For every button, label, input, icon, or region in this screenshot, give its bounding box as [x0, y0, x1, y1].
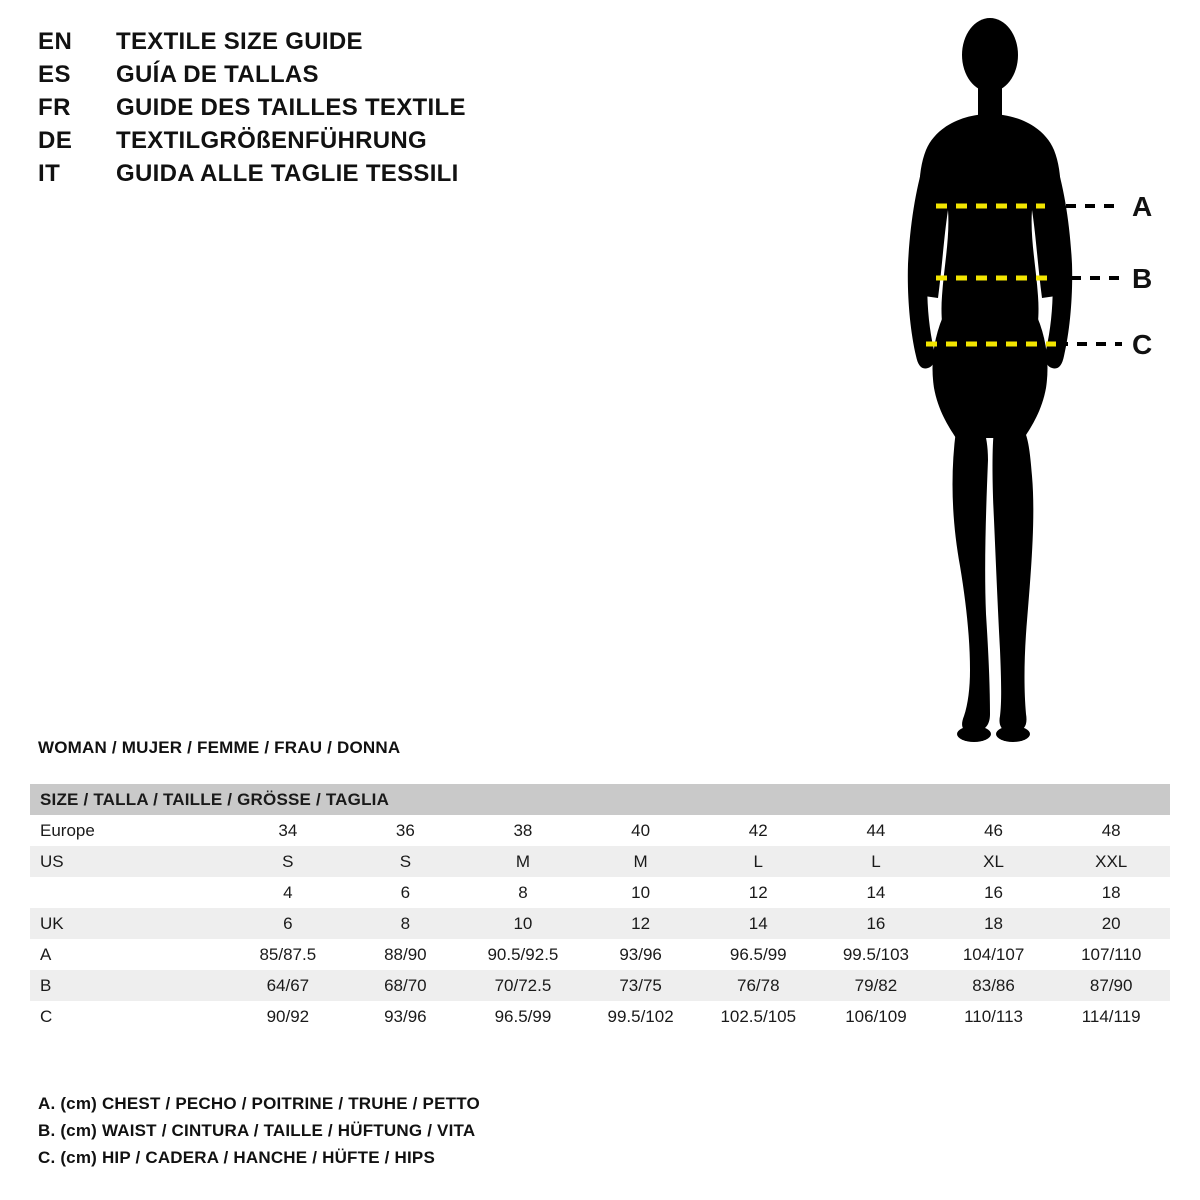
- marker-label-b: B: [1132, 263, 1153, 294]
- cell-us-4: L: [699, 846, 817, 877]
- table-header-label: SIZE / TALLA / TAILLE / GRÖSSE / TAGLIA: [30, 784, 1170, 815]
- cell-c-4: 102.5/105: [699, 1001, 817, 1032]
- cell-us-2: M: [464, 846, 582, 877]
- cell-c-0: 90/92: [229, 1001, 347, 1032]
- cell-b-6: 83/86: [935, 970, 1053, 1001]
- table-row: [30, 939, 1170, 970]
- table-row: [30, 1001, 1170, 1032]
- footnote-chest: A. (cm) CHEST / PECHO / POITRINE / TRUHE / PETTO: [38, 1094, 480, 1113]
- cell-uk-6: 18: [935, 908, 1053, 939]
- title-lang-de: DE: [38, 127, 73, 154]
- cell-uk-2: 10: [464, 908, 582, 939]
- table-row: [30, 815, 1170, 846]
- cell-usnum-7: 18: [1052, 877, 1170, 908]
- cell-usnum-0: 4: [229, 877, 347, 908]
- row-label-a: A: [30, 939, 229, 970]
- cell-us-5: L: [817, 846, 935, 877]
- cell-c-3: 99.5/102: [582, 1001, 700, 1032]
- cell-a-3: 93/96: [582, 939, 700, 970]
- cell-a-6: 104/107: [935, 939, 1053, 970]
- cell-b-3: 73/75: [582, 970, 700, 1001]
- title-lang-fr: FR: [38, 94, 71, 121]
- cell-usnum-1: 6: [347, 877, 464, 908]
- cell-us-6: XL: [935, 846, 1053, 877]
- title-row-it: [38, 160, 558, 193]
- footnotes: [38, 1090, 738, 1171]
- cell-a-4: 96.5/99: [699, 939, 817, 970]
- cell-a-7: 107/110: [1052, 939, 1170, 970]
- cell-c-7: 114/119: [1052, 1001, 1170, 1032]
- cell-a-5: 99.5/103: [817, 939, 935, 970]
- row-label-uk: UK: [30, 908, 229, 939]
- cell-uk-4: 14: [699, 908, 817, 939]
- title-row-fr: [38, 94, 558, 127]
- title-row-en: [38, 28, 558, 61]
- cell-uk-3: 12: [582, 908, 700, 939]
- cell-c-6: 110/113: [935, 1001, 1053, 1032]
- cell-a-1: 88/90: [347, 939, 464, 970]
- cell-europe-3: 40: [582, 815, 700, 846]
- cell-europe-5: 44: [817, 815, 935, 846]
- title-lang-en: EN: [38, 28, 73, 55]
- body-silhouette-svg: [860, 10, 1190, 750]
- cell-usnum-4: 12: [699, 877, 817, 908]
- title-lang-es: ES: [38, 61, 72, 88]
- cell-a-0: 85/87.5: [229, 939, 347, 970]
- title-row-es: [38, 61, 558, 94]
- female-body-figure: [860, 10, 1190, 750]
- table-row: [30, 877, 1170, 908]
- title-text-en: TEXTILE SIZE GUIDE: [116, 28, 363, 55]
- cell-b-4: 76/78: [699, 970, 817, 1001]
- cell-usnum-2: 8: [464, 877, 582, 908]
- cell-b-7: 87/90: [1052, 970, 1170, 1001]
- cell-us-0: S: [229, 846, 347, 877]
- footnote-waist: B. (cm) WAIST / CINTURA / TAILLE / HÜFTUNG / VITA: [38, 1121, 476, 1140]
- table-header-row: [30, 784, 1170, 815]
- cell-a-2: 90.5/92.5: [464, 939, 582, 970]
- cell-us-3: M: [582, 846, 700, 877]
- title-text-it: GUIDA ALLE TAGLIE TESSILI: [116, 160, 459, 187]
- cell-usnum-5: 14: [817, 877, 935, 908]
- row-label-europe: Europe: [30, 815, 229, 846]
- row-label-us: US: [30, 846, 229, 877]
- cell-b-5: 79/82: [817, 970, 935, 1001]
- marker-label-a: A: [1132, 191, 1153, 222]
- cell-uk-7: 20: [1052, 908, 1170, 939]
- title-text-es: GUÍA DE TALLAS: [116, 61, 319, 88]
- cell-c-1: 93/96: [347, 1001, 464, 1032]
- cell-europe-2: 38: [464, 815, 582, 846]
- cell-b-1: 68/70: [347, 970, 464, 1001]
- table-row: [30, 846, 1170, 877]
- cell-us-1: S: [347, 846, 464, 877]
- size-table: [30, 784, 1170, 1032]
- row-label-c: C: [30, 1001, 229, 1032]
- cell-b-0: 64/67: [229, 970, 347, 1001]
- cell-usnum-3: 10: [582, 877, 700, 908]
- cell-usnum-6: 16: [935, 877, 1053, 908]
- title-text-fr: GUIDE DES TAILLES TEXTILE: [116, 94, 466, 121]
- title-text-de: TEXTILGRÖßENFÜHRUNG: [116, 127, 428, 154]
- table-row: [30, 908, 1170, 939]
- row-label-b: B: [30, 970, 229, 1001]
- section-caption: WOMAN / MUJER / FEMME / FRAU / DONNA: [38, 738, 401, 757]
- footnote-hip: C. (cm) HIP / CADERA / HANCHE / HÜFTE / HIPS: [38, 1148, 436, 1167]
- cell-europe-7: 48: [1052, 815, 1170, 846]
- cell-uk-1: 8: [347, 908, 464, 939]
- cell-uk-0: 6: [229, 908, 347, 939]
- cell-europe-6: 46: [935, 815, 1053, 846]
- marker-label-c: C: [1132, 329, 1153, 360]
- cell-c-5: 106/109: [817, 1001, 935, 1032]
- title-row-de: [38, 127, 558, 160]
- cell-europe-0: 34: [229, 815, 347, 846]
- table-row: [30, 970, 1170, 1001]
- cell-uk-5: 16: [817, 908, 935, 939]
- cell-b-2: 70/72.5: [464, 970, 582, 1001]
- cell-europe-1: 36: [347, 815, 464, 846]
- cell-us-7: XXL: [1052, 846, 1170, 877]
- body-silhouette-shape: [908, 18, 1072, 742]
- title-block: [38, 28, 558, 193]
- cell-c-2: 96.5/99: [464, 1001, 582, 1032]
- title-lang-it: IT: [38, 160, 61, 187]
- cell-europe-4: 42: [699, 815, 817, 846]
- row-label-us-numeric: [30, 877, 229, 908]
